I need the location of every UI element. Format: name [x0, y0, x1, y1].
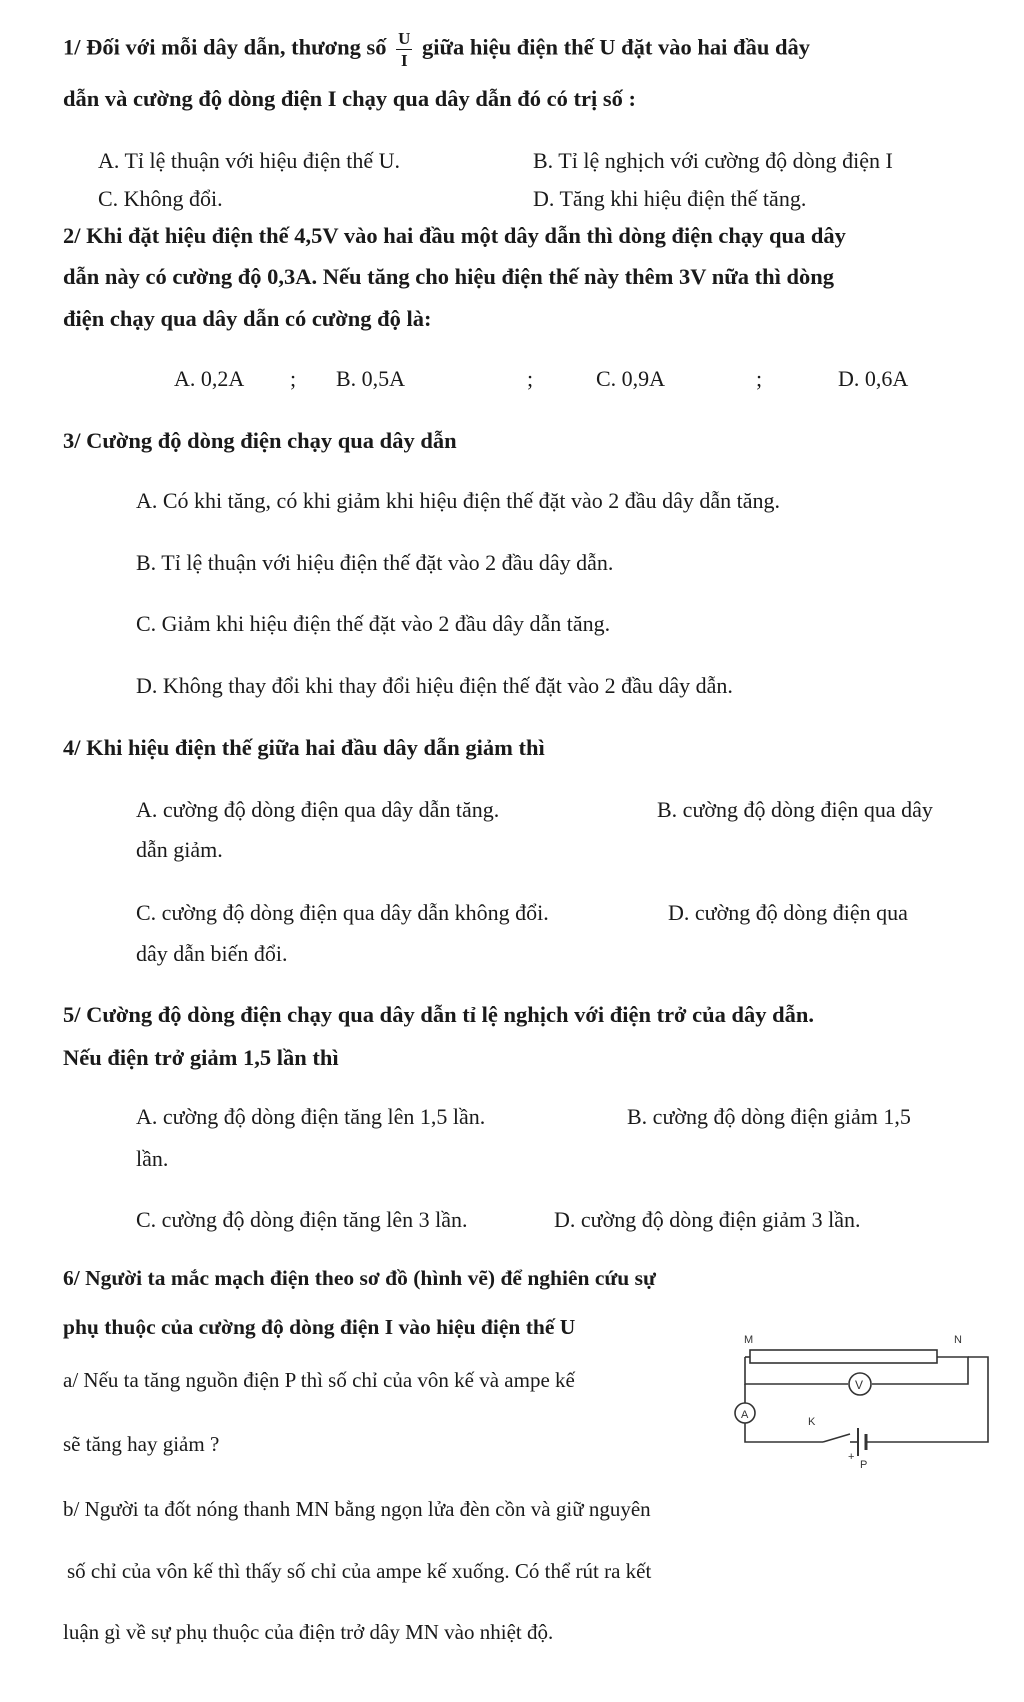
q5-stem-line2: Nếu điện trở giảm 1,5 lần thì	[63, 1045, 339, 1070]
circuit-label-a: A	[741, 1409, 749, 1421]
q4-option-d-line1: D. cường độ dòng điện qua	[668, 900, 908, 925]
circuit-label-k: K	[808, 1416, 816, 1428]
q5-option-b-line2: lần.	[136, 1146, 169, 1171]
q5-stem-line1: 5/ Cường độ dòng điện chạy qua dây dẫn tỉ lệ nghịch với điện trở của dây dẫn.	[63, 1002, 815, 1027]
q2-stem-line3: điện chạy qua dây dẫn có cường độ là:	[63, 306, 432, 331]
q3-option-c: C. Giảm khi hiệu điện thế đặt vào 2 đầu dây dẫn tăng.	[136, 611, 611, 636]
q6-part-b-line3: luận gì về sự phụ thuộc của điện trở dây MN vào nhiệt độ.	[63, 1620, 554, 1644]
right-main-wire	[866, 1357, 988, 1442]
circuit-label-v: V	[855, 1378, 864, 1392]
q2-stem-line1: 2/ Khi đặt hiệu điện thế 4,5V vào hai đầu một dây dẫn thì dòng điện chạy qua dây	[63, 223, 846, 248]
q2-stem-line2: dẫn này có cường độ 0,3A. Nếu tăng cho hiệu điện thế này thêm 3V nữa thì dòng	[63, 264, 835, 289]
q5-option-b-line1: B. cường độ dòng điện giảm 1,5	[627, 1104, 911, 1129]
q2-option-c: C. 0,9A	[596, 366, 666, 391]
circuit-label-n: N	[954, 1334, 962, 1346]
left-main-wire	[745, 1384, 823, 1442]
q1-option-b: B. Tỉ lệ nghịch với cường độ dòng điện I	[533, 148, 893, 173]
q1-fraction-denominator: I	[400, 51, 408, 70]
q3-option-a: A. Có khi tăng, có khi giảm khi hiệu điện thế đặt vào 2 đầu dây dẫn tăng.	[136, 488, 780, 513]
q6-part-a-line2: sẽ tăng hay giảm ?	[63, 1432, 220, 1456]
q4-stem: 4/ Khi hiệu điện thế giữa hai đầu dây dẫn giảm thì	[63, 735, 545, 760]
q4-option-c: C. cường độ dòng điện qua dây dẫn không đổi.	[136, 900, 549, 925]
q1-fraction-numerator: U	[398, 29, 411, 48]
voltmeter-icon	[849, 1373, 871, 1395]
q2-separator-1: ;	[290, 366, 297, 391]
q3-option-b: B. Tỉ lệ thuận với hiệu điện thế đặt vào 2 đầu dây dẫn.	[136, 550, 614, 575]
q5-option-a: A. cường độ dòng điện tăng lên 1,5 lần.	[136, 1104, 486, 1129]
circuit-label-m: M	[744, 1334, 754, 1346]
q3-option-d: D. Không thay đổi khi thay đổi hiệu điện thế đặt vào 2 đầu dây dẫn.	[136, 673, 733, 698]
q2-option-a: A. 0,2A	[174, 366, 245, 391]
ammeter-icon	[735, 1403, 755, 1423]
q5-option-d: D. cường độ dòng điện giảm 3 lần.	[554, 1207, 861, 1232]
voltmeter-branch-wire	[745, 1357, 968, 1384]
q2-separator-2: ;	[527, 366, 534, 391]
q4-option-a: A. cường độ dòng điện qua dây dẫn tăng.	[136, 797, 500, 822]
q1-fraction	[396, 30, 412, 69]
q1-stem-line2: dẫn và cường độ dòng điện I chạy qua dây dẫn đó có trị số :	[63, 86, 636, 111]
q1-option-c: C. Không đổi.	[98, 186, 223, 211]
q5-option-c: C. cường độ dòng điện tăng lên 3 lần.	[136, 1207, 468, 1232]
q2-option-d: D. 0,6A	[838, 366, 909, 391]
q2-separator-3: ;	[756, 366, 763, 391]
switch-k-blade	[823, 1434, 850, 1442]
q1-option-d: D. Tăng khi hiệu điện thế tăng.	[533, 186, 807, 211]
q2-option-b: B. 0,5A	[336, 366, 406, 391]
q6-stem-line1: 6/ Người ta mắc mạch điện theo sơ đồ (hình vẽ) để nghiên cứu sự	[63, 1266, 656, 1290]
q6-part-b-line2: số chỉ của vôn kế thì thấy số chỉ của ampe kế xuống. Có thể rút ra kết	[67, 1559, 652, 1583]
q4-option-d-line2: dây dẫn biến đổi.	[136, 941, 288, 966]
circuit-label-p: P	[860, 1459, 868, 1471]
q1-stem-line1	[63, 30, 810, 69]
q3-stem: 3/ Cường độ dòng điện chạy qua dây dẫn	[63, 428, 457, 453]
q1-suffix: giữa hiệu điện thế U đặt vào hai đầu dây	[422, 34, 810, 60]
circuit-label-plus: +	[848, 1451, 855, 1463]
q1-option-a: A. Tỉ lệ thuận với hiệu điện thế U.	[98, 148, 401, 173]
resistor-mn	[750, 1350, 937, 1363]
q6-part-b-line1: b/ Người ta đốt nóng thanh MN bằng ngọn lửa đèn cồn và giữ nguyên	[63, 1497, 651, 1521]
q1-prefix: 1/ Đối với mỗi dây dẫn, thương số	[63, 34, 387, 60]
q6-stem-line2: phụ thuộc của cường độ dòng điện I vào hiệu điện thế U	[63, 1315, 576, 1339]
q4-option-b-line2: dẫn giảm.	[136, 837, 223, 862]
q4-option-b-line1: B. cường độ dòng điện qua dây	[657, 797, 933, 822]
q6-part-a-line1: a/ Nếu ta tăng nguồn điện P thì số chỉ của vôn kế và ampe kế	[63, 1368, 575, 1392]
